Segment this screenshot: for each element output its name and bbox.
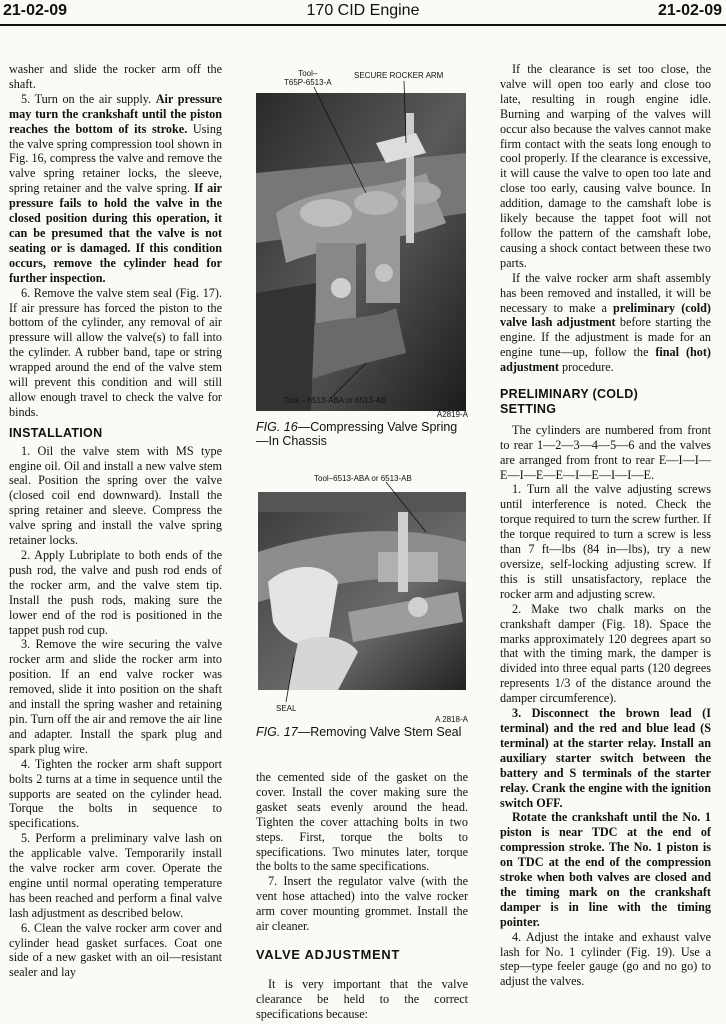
install-step-7: 7. Insert the regulator valve (with the vent hose attached) into the valve rocker arm cover mounting grommet. Install the air cleaner. — [256, 874, 468, 934]
fig16-tool-label-line1: Tool– — [298, 69, 318, 78]
fig17-seal-label: SEAL — [276, 704, 297, 713]
bold-warning: Air pressure may turn the crankshaft until the piston reaches the bottom of its stroke. — [9, 91, 222, 136]
fig17-caption — [256, 725, 461, 739]
paragraph-rotate-crankshaft: Rotate the crankshaft until the No. 1 piston is near TDC at the end of compression stroke. The No. 1 piston is on TDC at the end of the compression stroke when both valves are closed and the timing mark on the crankshaft damper is in line with the timing pointer. — [500, 810, 711, 929]
text-run: 5. Turn on the air supply. — [21, 91, 156, 106]
paragraph-clearance: If the clearance is set too close, the valve will open too early and close too late, resulting in rough engine idle. Burning and warping of the valves will occur also because the valves cannot make firm contact with the seats long enough to cool properly. If the clearance is excessive, it will cause the valve to open too late and close too early, causing valve bounce. In addition, damage to the camshaft lobe is likely because the tappet foot will not follow the pattern of the camshaft lobe, causing a shock contact between these two parts. — [500, 62, 711, 270]
fig16-caption — [256, 420, 468, 448]
cold-step-3: 3. Disconnect the brown lead (I terminal) and the red and blue lead (S terminal) at the starter relay. Install an auxiliary starter switch between the battery and S terminals of the starter relay. Crank the engine with the ignition switch OFF. — [500, 706, 711, 810]
figure-17 — [256, 472, 468, 762]
page-number-right: 21-02-09 — [657, 2, 722, 19]
bold-term: preliminary (cold) valve lash adjustment — [500, 300, 711, 330]
paragraph: the cemented side of the gasket on the cover. Install the cover making sure the gasket seats evenly around the head. Tighten the cover attaching bolts in two steps. First, torque the bolts to specifications. Two minutes later, torque the bolts to the same specifications. — [256, 770, 468, 874]
column-middle — [256, 770, 468, 1022]
fig16-id: A2819-A — [436, 410, 468, 419]
bold-warning: If air pressure fails to hold the valve in the closed position during this operation, it can be presumed that the valve is not seating or is damaged. If this condition occurs, remove the cylinder head for further inspection. — [9, 181, 222, 285]
paragraph: washer and slide the rocker arm off the shaft. — [9, 62, 222, 91]
text-run: If the valve rocker arm shaft assembly has been removed and installed, it will be necessary to make a — [500, 270, 711, 315]
install-step-3: 3. Remove the wire securing the valve rocker arm and slide the rocker arm into position. If an end valve rocker was removed, slide it into position on the shaft and install the spring washer and retaining pin. Turn off the air and remove the air line and adapter. Install the spark plug and spark plug wire. — [9, 637, 222, 756]
install-step-5: 5. Perform a preliminary valve lash on the applicable valve. Temporarily install the valve rocker arm cover. Operate the engine until normal operating temperature has been reached and perform a final valve lash adjustment as described below. — [9, 831, 222, 920]
text-run: procedure. — [558, 360, 614, 375]
fig17-number: FIG. 17 — [256, 725, 298, 739]
install-step-2: 2. Apply Lubriplate to both ends of the push rod, the valve and push rod ends of the rocker arm, and the valve stem tip. Install the push rods, making sure the lower end of the rod is positioned in the tappet push rod cup. — [9, 548, 222, 637]
paragraph-preliminary — [500, 271, 711, 375]
heading-line-2: SETTING — [500, 401, 557, 416]
paragraph-step-5 — [9, 92, 222, 286]
cold-step-4: 4. Adjust the intake and exhaust valve lash for No. 1 cylinder (Fig. 19). Use a step—type feeler gauge (go and no go) to adjust the valves. — [500, 929, 711, 989]
text-run: before starting the engine. If the adjustment is made for an engine tune—up, follow the — [500, 315, 711, 360]
text-run: Using the valve spring compression tool shown in Fig. 16, compress the valve and remove the valve spring retainer locks, the sleeve, spring retainer and the valve spring. — [9, 121, 223, 196]
page-header — [0, 0, 726, 24]
install-step-6: 6. Clean the valve rocker arm cover and cylinder head gasket surfaces. Coat one side of a new gasket with an oil—resistant sealer and lay — [9, 920, 222, 980]
bold-term: final (hot) adjustment — [500, 345, 711, 375]
fig17-id: A 2818-A — [435, 715, 468, 724]
section-heading-preliminary-cold-setting — [500, 387, 711, 417]
fig16-number: FIG. 16 — [256, 420, 298, 434]
header-rule — [0, 24, 726, 26]
heading-line-1: PRELIMINARY (COLD) — [500, 387, 639, 402]
fig17-tool-label: Tool–6513-ABA or 6513-AB — [314, 474, 412, 483]
cold-step-1: 1. Turn all the valve adjusting screws until interference is noted. Check the torque required to turn the screw further. If the torque required to turn a screw is less than 7 ft—lbs (84 in—lbs), try a new oversize, self-locking adjusting screw. If this is still unsatisfactory, replace the rocker arm and adjusting screw. — [500, 482, 711, 601]
paragraph: It is very important that the valve clearance be held to the correct specifications because: — [256, 976, 468, 1021]
install-step-1: 1. Oil the valve stem with MS type engine oil. Oil and install a new valve stem seal. Position the spring over the valve (closed coil end downward). Install the spring retainer and sleeve. Compress the valve spring and install the valve spring retainer locks. — [9, 443, 222, 548]
figure-16 — [256, 63, 468, 456]
paragraph-cylinder-order: The cylinders are numbered from front to rear 1—2—3—4—5—6 and the valves are arranged from front to rear E—I—I—E—I—E—E—I—E—I—I—E. — [500, 422, 711, 482]
fig17-caption-text: —Removing Valve Stem Seal — [297, 725, 462, 739]
page-title: 170 CID Engine — [306, 2, 420, 19]
cold-step-2: 2. Make two chalk marks on the crankshaft damper (Fig. 18). Space the marks approximately 120 degrees apart so that with the timing mark, the damper is divided into three equal parts (120 degrees represents 1/3 of the distance around the damper circumference). — [500, 601, 711, 706]
fig16-caption-text: —Compressing Valve Spring—In Chassis — [256, 420, 458, 448]
column-right — [500, 62, 711, 989]
install-step-4: 4. Tighten the rocker arm shaft support bolts 2 turns at a time in sequence until the supports are seated on the cylinder head. Torque the bolts in sequence to specifications. — [9, 756, 222, 831]
fig16-secure-label: SECURE ROCKER ARM — [354, 71, 444, 80]
section-heading-installation: INSTALLATION — [9, 425, 103, 440]
column-left — [9, 62, 222, 980]
fig16-tool-label-line2: T65P-6513-A — [284, 78, 332, 87]
fig16-tool-bottom-label: Tool – 6513-ABA or 6513-AB — [284, 396, 387, 405]
section-heading-valve-adjustment: VALVE ADJUSTMENT — [256, 946, 401, 962]
paragraph-step-6: 6. Remove the valve stem seal (Fig. 17). If air pressure has forced the piston to the bottom of the cylinder, any removal of air pressure will allow the valve(s) to fall into the cylinder. A rubber band, tape or string wrapped around the end of the valve stem will prevent this condition and will still allow enough travel to check the valve for binds. — [9, 285, 222, 419]
page-number-left: 21-02-09 — [3, 2, 68, 19]
